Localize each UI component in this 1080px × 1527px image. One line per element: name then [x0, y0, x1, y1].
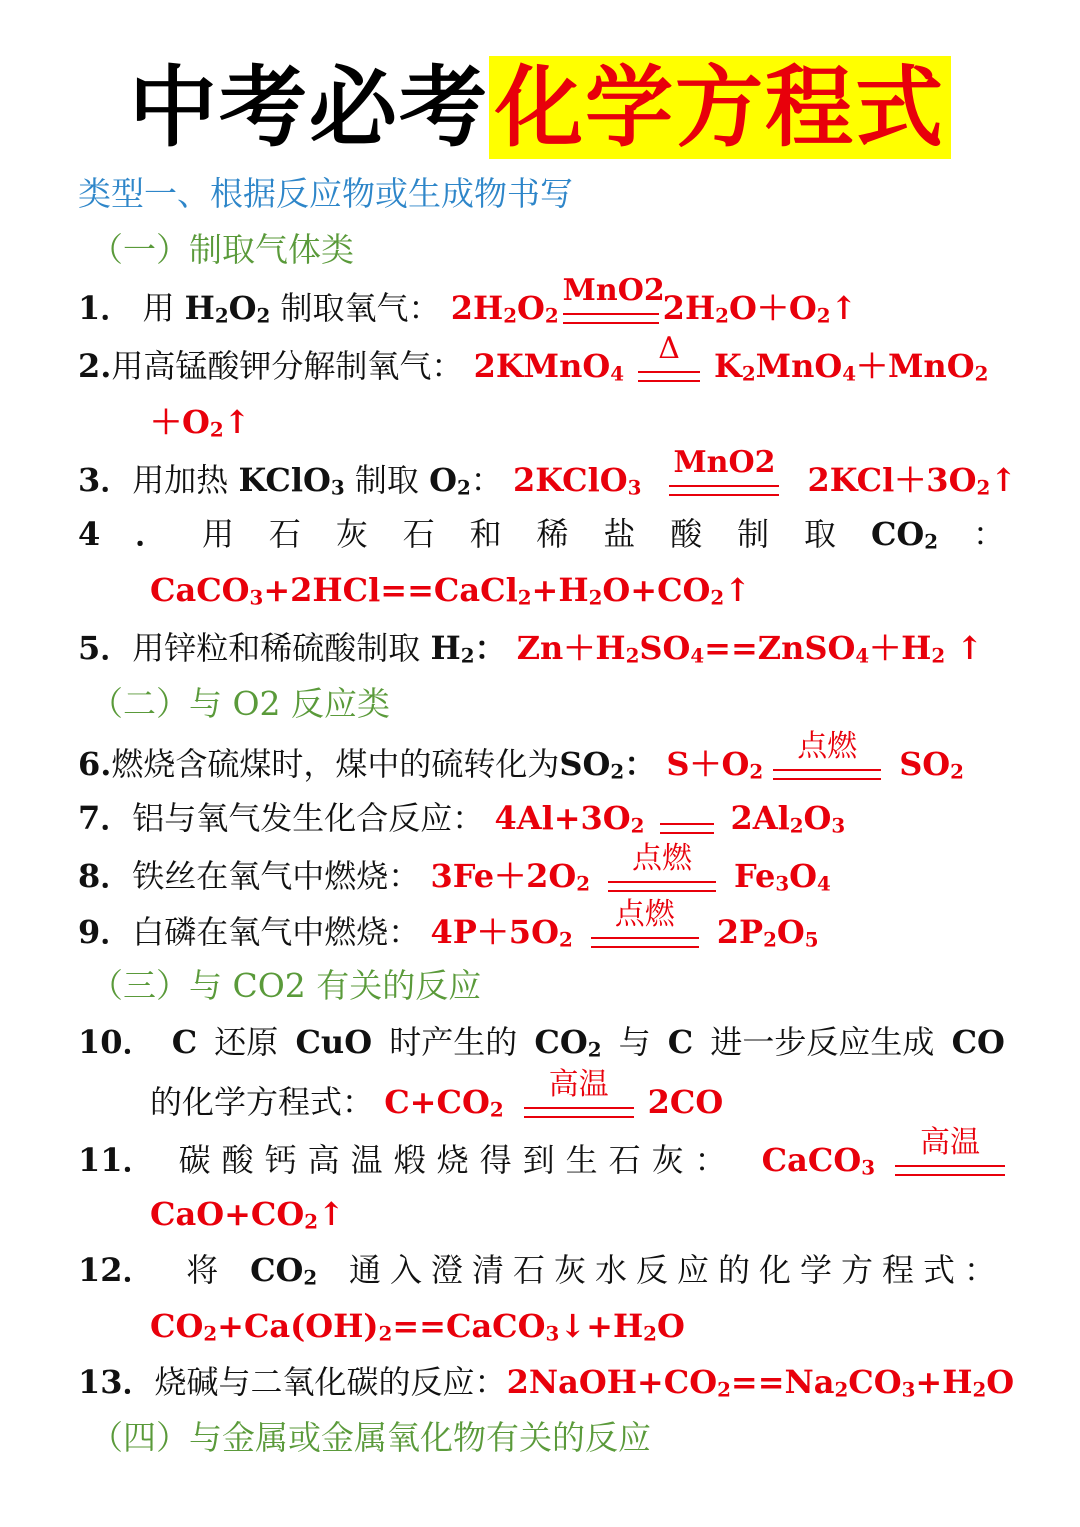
section-heading-3: （三）与 CO2 有关的反应	[90, 966, 482, 1005]
type-heading: 类型一、根据反应物或生成物书写	[78, 174, 573, 213]
question-char: 石	[268, 515, 301, 553]
condition-label: 点燃	[632, 841, 693, 876]
equals-bars	[638, 371, 700, 382]
formula: $H_2$：	[430, 629, 507, 668]
equation-products: 2CO	[647, 1083, 724, 1121]
title-highlight: 化学方程式	[489, 56, 951, 159]
question-text: 用加热 KClO$_3$ 制取 $O_2$：	[132, 461, 503, 500]
item-number: 2.	[78, 347, 112, 385]
reaction-condition	[608, 841, 716, 902]
formula: C	[171, 1023, 198, 1061]
question-text: 烧碱与二氧化碳的反应：	[154, 1363, 507, 1401]
formula: $CO_2$	[870, 515, 939, 554]
equation-products: $K_2MnO_4+MnO_2$	[714, 347, 989, 386]
item-7	[78, 792, 1005, 844]
question-char: 稀	[536, 515, 569, 553]
reaction-condition	[895, 1125, 1005, 1186]
question-text: 用高锰酸钾分解制氧气：	[111, 347, 464, 385]
question-char: 用	[202, 515, 235, 553]
equation: $CO_2+Ca(OH)_2==CaCO_3↓+H_2O$	[150, 1307, 685, 1346]
reaction-condition	[773, 729, 881, 790]
question-text: 通入澄清石灰水反应的化学方程式：	[348, 1251, 1005, 1289]
item-11-continued	[150, 1188, 1005, 1240]
equation: CaCO$_3$	[761, 1141, 875, 1180]
condition-label: Δ	[658, 331, 680, 366]
reaction-condition	[669, 445, 779, 506]
item-13	[78, 1356, 1015, 1408]
equals-bars	[895, 1165, 1005, 1176]
condition-label: MnO2	[562, 273, 665, 308]
section-heading-1: （一）制取气体类	[90, 230, 354, 269]
reaction-condition	[524, 1067, 634, 1128]
item-10	[78, 1016, 1005, 1068]
equation: $S+O_2$	[666, 745, 764, 784]
equals-bars	[660, 823, 714, 834]
question-text: 将	[186, 1251, 219, 1289]
equation: 2KClO$_3$	[512, 461, 642, 500]
condition-label: 点燃	[614, 897, 675, 932]
item-4-equation	[150, 564, 1005, 616]
question-char: 酸	[670, 515, 703, 553]
equation-products: $CaO+CO_2↑$	[150, 1195, 345, 1234]
equation: $C+CO_2$	[384, 1083, 504, 1122]
item-number: 8．	[78, 857, 133, 895]
reaction-condition	[660, 792, 714, 844]
item-number: 4	[78, 515, 101, 553]
formula: $SO_2$：	[559, 745, 657, 784]
question-text: 铝与氧气发生化合反应：	[132, 799, 485, 837]
equation: 2KMnO$_4$	[473, 347, 625, 386]
item-number: 1．	[78, 289, 133, 327]
item-3	[78, 445, 1018, 506]
reaction-condition	[638, 331, 700, 392]
question-text: 的化学方程式：	[150, 1083, 375, 1121]
question-char: 石	[402, 515, 435, 553]
equation: $4P+5O_2$	[430, 913, 573, 952]
equals-bars	[563, 313, 659, 324]
item-11	[78, 1125, 1005, 1186]
section-heading-4: （四）与金属或金属氧化物有关的反应	[90, 1418, 651, 1457]
question-text: 还原	[214, 1023, 279, 1061]
question-char: 和	[469, 515, 502, 553]
item-number: 5．	[78, 629, 133, 667]
question-text: 进一步反应生成	[710, 1023, 935, 1061]
item-2-continued	[150, 396, 1005, 448]
item-number: 6.	[78, 745, 112, 783]
condition-label: 高温	[548, 1067, 609, 1102]
question-char: 盐	[603, 515, 636, 553]
page-title	[0, 52, 1080, 164]
equation-products: $2KCl+3O_2↑$	[807, 461, 1018, 500]
item-10-continued	[150, 1067, 1005, 1128]
item-12	[78, 1244, 1005, 1296]
equation: $Zn+H_2SO_4==ZnSO_4+H_2$ ↑	[516, 629, 984, 668]
equation-products: $2H_2O+O_2↑$	[662, 289, 858, 328]
equals-bars	[669, 485, 779, 496]
item-number: 7．	[78, 799, 133, 837]
equation-group	[761, 1125, 1005, 1186]
item-5	[78, 622, 1005, 674]
condition-label: MnO2	[673, 445, 776, 480]
item-4	[78, 508, 1005, 560]
item-number: 3．	[78, 461, 133, 499]
title-black: 中考必考	[128, 56, 489, 159]
question-text: 白磷在氧气中燃烧：	[132, 913, 421, 951]
equation-products: $SO_2$	[899, 745, 964, 784]
item-1	[78, 273, 1005, 334]
question-char: 制	[737, 515, 770, 553]
question-text: 碳酸钙高温煅烧得到生石灰：	[178, 1141, 738, 1179]
reaction-condition	[562, 273, 665, 334]
formula: CO	[951, 1023, 1005, 1061]
equation-products: $Fe_3O_4$	[734, 857, 831, 896]
question-text: 用 $H_2O_2$ 制取氧气：	[142, 289, 441, 328]
question-text: 用锌粒和稀硫酸制取	[132, 629, 421, 667]
item-number: 10．	[78, 1023, 155, 1061]
question-char: 灰	[335, 515, 368, 553]
equation: $4Al+3O_2$	[494, 799, 645, 838]
condition-label: 点燃	[797, 729, 858, 764]
equation-products: $+O_2↑$	[150, 403, 251, 442]
reaction-condition	[591, 897, 699, 958]
condition-label: 高温	[920, 1125, 980, 1160]
formula: $CO_2$	[250, 1251, 318, 1290]
item-12-equation	[150, 1300, 1005, 1352]
question-text: 时产生的	[389, 1023, 518, 1061]
equals-bars	[524, 1107, 634, 1118]
equation: $2NaOH+CO_2==Na_2CO_3+H_2O$	[506, 1363, 1015, 1402]
section-heading-2: （二）与 O2 反应类	[90, 684, 391, 723]
item-8	[78, 841, 1005, 902]
item-2	[78, 331, 1005, 392]
item-6	[78, 729, 1005, 790]
question-text: 与	[618, 1023, 651, 1061]
item-number: 9．	[78, 913, 133, 951]
formula: C	[667, 1023, 694, 1061]
equals-bars	[773, 769, 881, 780]
equation-products: $2P_2O_5$	[716, 913, 819, 952]
equation: $3Fe+2O_2$	[430, 857, 591, 896]
question-char: 取	[804, 515, 837, 553]
dot: ．	[135, 515, 168, 553]
equals-bars	[608, 881, 716, 892]
item-number: 13．	[78, 1363, 155, 1401]
item-9	[78, 897, 1005, 958]
formula: CuO	[295, 1023, 373, 1061]
equation-products: $2Al_2O_3$	[730, 799, 846, 838]
equation: $CaCO_3+2HCl==CaCl_2+H_2O+CO_2↑$	[150, 571, 752, 610]
formula: $CO_2$	[534, 1023, 602, 1062]
question-text: 燃烧含硫煤时，煤中的硫转化为	[111, 745, 560, 783]
equals-bars	[591, 937, 699, 948]
question-text: 铁丝在氧气中燃烧：	[132, 857, 421, 895]
equation: $2H_2O_2$	[450, 289, 559, 328]
colon: ：	[972, 515, 1005, 553]
item-number: 12．	[78, 1251, 155, 1289]
item-number: 11．	[78, 1141, 155, 1179]
